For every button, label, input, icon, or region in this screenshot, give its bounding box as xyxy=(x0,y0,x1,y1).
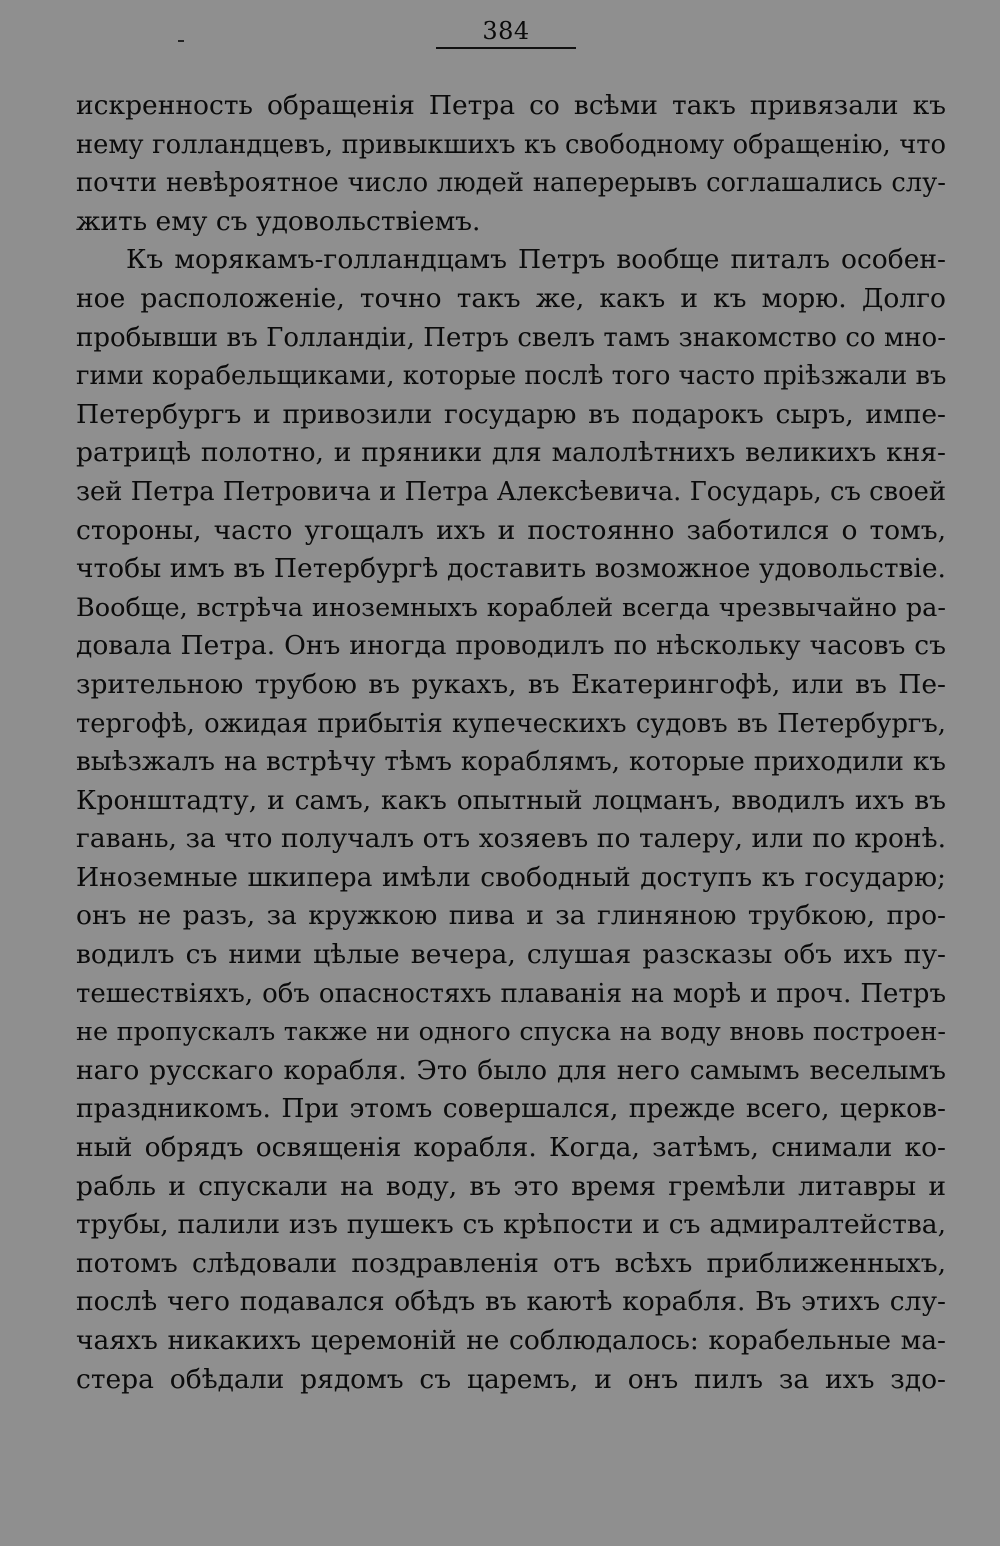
text-line: праздникомъ. При этомъ совершался, прежде всего, церков- xyxy=(76,1093,946,1125)
text-line: Иноземные шкипера имѣли свободный доступъ къ государю; xyxy=(76,861,946,893)
text-line: ратрицѣ полотно, и пряники для малолѣтнихъ великихъ кня- xyxy=(76,437,946,469)
text-line: водилъ съ ними цѣлые вечера, слушая разсказы объ ихъ пу- xyxy=(76,939,946,971)
text-line: гими корабельщиками, которые послѣ того часто пріѣзжали въ xyxy=(76,361,946,392)
text-line: стороны, часто угощалъ ихъ и постоянно заботился о томъ, xyxy=(76,514,946,546)
body-text xyxy=(76,87,946,1399)
text-line: чаяхъ никакихъ церемоній не соблюдалось: корабельные ма- xyxy=(76,1325,946,1356)
text-line: почти невѣроятное число людей наперерывъ соглашались слу- xyxy=(76,168,946,199)
text-line: не пропускалъ также ни одного спуска на воду вновь построен- xyxy=(76,1017,946,1048)
margin-mark xyxy=(178,40,184,42)
text-line: пробывши въ Голландіи, Петръ свелъ тамъ знакомство со мно- xyxy=(76,322,946,353)
text-line: нему голландцевъ, привыкшихъ къ свободному обращенію, что xyxy=(76,129,946,160)
text-line: гавань, за что получалъ отъ хозяевъ по талеру, или по кронѣ. xyxy=(76,823,946,855)
page-number: 384 xyxy=(482,17,530,45)
text-line: Петербургъ и привозили государю въ подарокъ сыръ, импе- xyxy=(76,398,946,430)
text-line: потомъ слѣдовали поздравленія отъ всѣхъ приближенныхъ, xyxy=(76,1247,946,1279)
text-line: довала Петра. Онъ иногда проводилъ по нѣскольку часовъ съ xyxy=(76,630,946,662)
text-line: зей Петра Петровича и Петра Алексѣевича. Государь, съ своей xyxy=(76,476,946,507)
text-line: трубы, палили изъ пушекъ съ крѣпости и съ адмиралтейства, xyxy=(76,1209,946,1241)
text-line: ный обрядъ освященія корабля. Когда, затѣмъ, снимали ко- xyxy=(76,1132,946,1164)
text-line: чтобы имъ въ Петербургѣ доставить возможное удовольствіе. xyxy=(76,553,946,585)
text-line: искренность обращенія Петра со всѣми такъ привязали къ xyxy=(76,90,946,121)
text-line: Кронштадту, и самъ, какъ опытный лоцманъ, вводилъ ихъ въ xyxy=(76,784,946,816)
text-line: ное расположеніе, точно такъ же, какъ и къ морю. Долго xyxy=(76,282,946,314)
text-line: наго русскаго корабля. Это было для него самымъ веселымъ xyxy=(76,1054,946,1086)
text-line: жить ему съ удовольствіемъ. xyxy=(76,205,481,237)
text-line: послѣ чего подавался обѣдъ въ каютѣ корабля. Въ этихъ слу- xyxy=(76,1286,946,1318)
text-line: рабль и спускали на воду, въ это время гремѣли литавры и xyxy=(76,1170,946,1202)
text-line: онъ не разъ, за кружкою пива и за глиняною трубкою, про- xyxy=(76,900,946,932)
text-line: выѣзжалъ на встрѣчу тѣмъ кораблямъ, которые приходили къ xyxy=(76,747,946,778)
text-line: тешествіяхъ, объ опасностяхъ плаванія на морѣ и проч. Петръ xyxy=(76,978,946,1009)
text-line: Вообще, встрѣча иноземныхъ кораблей всегда чрезвычайно ра- xyxy=(76,592,946,623)
text-line: стера обѣдали рядомъ съ царемъ, и онъ пилъ за ихъ здо- xyxy=(76,1363,946,1395)
header-rule xyxy=(436,47,576,49)
text-line: зрительною трубою въ рукахъ, въ Екатерингофѣ, или въ Пе- xyxy=(76,668,946,700)
text-line: Къ морякамъ-голландцамъ Петръ вообще питалъ особен- xyxy=(126,244,946,276)
text-line: тергофѣ, ожидая прибытія купеческихъ судовъ въ Петербургъ, xyxy=(76,708,946,739)
